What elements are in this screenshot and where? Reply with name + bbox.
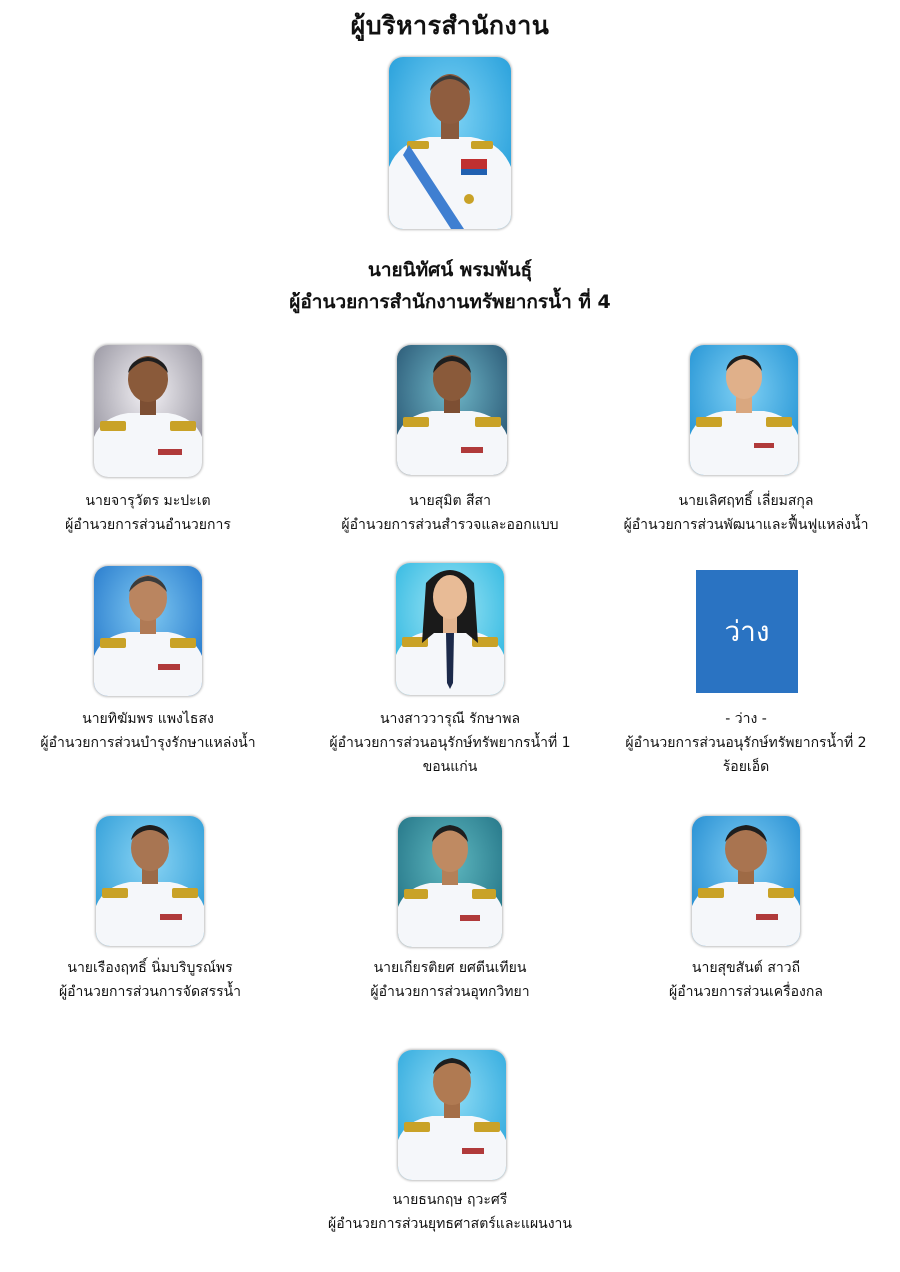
person-position: ผู้อำนวยการส่วนอุทกวิทยา: [370, 984, 530, 1000]
person-position: ผู้อำนวยการส่วนอำนวยการ: [65, 517, 231, 533]
person-position: ผู้อำนวยการส่วนยุทธศาสตร์และแผนงาน: [327, 1216, 572, 1232]
person-photo: [94, 566, 202, 696]
person-position: ผู้อำนวยการส่วนอนุรักษ์ทรัพยากรน้ำที่ 2: [625, 735, 867, 751]
person-name: นางสาววารุณี รักษาพล: [379, 711, 521, 727]
person-name: - ว่าง -: [725, 711, 767, 727]
person-location: ขอนแก่น: [422, 759, 478, 775]
person-name: นายเกียรติยศ ยศตีนเทียน: [373, 960, 527, 976]
person-name: นายเลิศฤทธิ์ เลี่ยมสกุล: [678, 493, 814, 509]
person-photo: [690, 345, 798, 475]
person-photo: [397, 345, 507, 475]
person-photo: [396, 563, 504, 695]
person-photo: [398, 1050, 506, 1180]
person-name: นายทิฆัมพร แพงไธสง: [82, 711, 214, 727]
person-caption: [0, 489, 296, 537]
person-caption: [302, 1188, 598, 1236]
chief-photo: [389, 57, 511, 229]
person-name: นายธนกฤษ ฤวะศรี: [392, 1192, 508, 1208]
person-caption: [302, 489, 598, 537]
person-position: ผู้อำนวยการส่วนเครื่องกล: [669, 984, 823, 1000]
person-caption: [302, 956, 598, 1004]
chief-position: ผู้อำนวยการสำนักงานทรัพยากรน้ำ ที่ 4: [289, 291, 611, 313]
person-name: นายจารุวัตร มะปะเต: [85, 493, 211, 509]
person-position: ผู้อำนวยการส่วนอนุรักษ์ทรัพยากรน้ำที่ 1: [329, 735, 571, 751]
person-caption: [598, 707, 894, 779]
person-caption: [0, 707, 296, 755]
person-photo: [96, 816, 204, 946]
person-photo: [398, 817, 502, 947]
person-caption: [0, 956, 300, 1004]
page-title: ผู้บริหารสำนักงาน: [350, 11, 550, 40]
person-position: ผู้อำนวยการส่วนบำรุงรักษาแหล่งน้ำ: [40, 735, 256, 751]
person-caption: [302, 707, 598, 779]
person-location: ร้อยเอ็ด: [722, 759, 770, 775]
person-name: นายเรืองฤทธิ์ นิ่มบริบูรณ์พร: [67, 960, 233, 976]
person-caption: [596, 489, 896, 537]
person-name: นายสุมิต สีสา: [409, 493, 491, 509]
person-name: นายสุขสันต์ สาวถี: [691, 960, 801, 976]
person-position: ผู้อำนวยการส่วนการจัดสรรน้ำ: [58, 984, 242, 1000]
person-position: ผู้อำนวยการส่วนพัฒนาและฟื้นฟูแหล่งน้ำ: [623, 517, 869, 533]
chief-name: นายนิทัศน์ พรมพันธุ์: [367, 259, 533, 281]
vacant-placeholder: ว่าง: [696, 570, 798, 693]
person-position: ผู้อำนวยการส่วนสำรวจและออกแบบ: [341, 517, 559, 533]
person-photo: [94, 345, 202, 477]
person-photo: [692, 816, 800, 946]
person-caption: [598, 956, 894, 1004]
